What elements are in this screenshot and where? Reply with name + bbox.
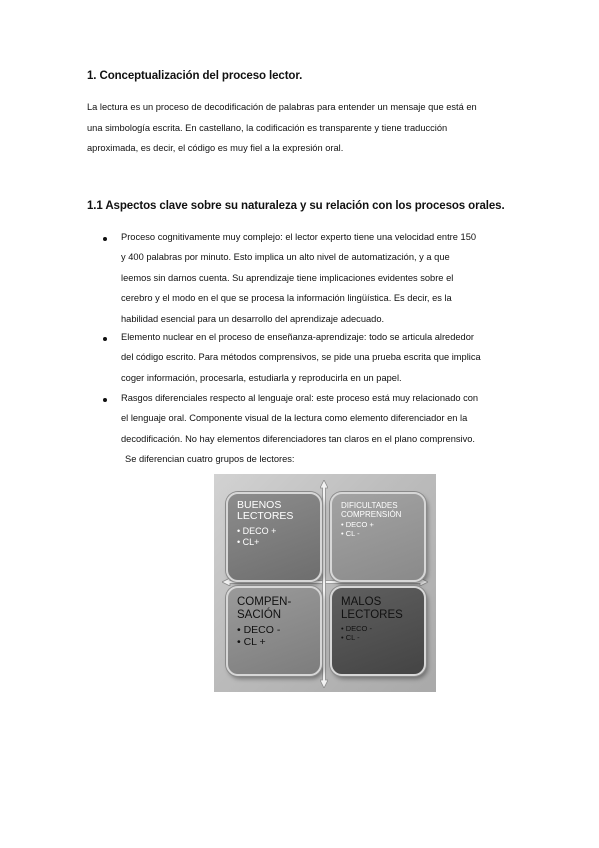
quadrant-item: • CL - bbox=[341, 529, 360, 538]
quadrant-item: • DECO - bbox=[341, 624, 372, 633]
quadrant-items bbox=[341, 624, 372, 642]
text-line: leemos sin darnos cuenta. Su aprendizaje tiene implicaciones evidentes sobre el bbox=[121, 272, 454, 283]
text-line: y 400 palabras por minuto. Esto implica un alto nivel de automatización, y a que bbox=[121, 252, 450, 263]
quadrant-item: • CL+ bbox=[237, 536, 260, 547]
quadrant-compensation bbox=[226, 586, 322, 676]
text-line: Se diferencian cuatro grupos de lectores: bbox=[125, 454, 295, 465]
quadrant-comprehension-difficulties bbox=[330, 492, 426, 582]
bullet-dot-icon bbox=[103, 237, 107, 241]
text-line: del código escrito. Para métodos comprensivos, se pide una prueba escrita que implica bbox=[121, 352, 481, 363]
quadrant-title bbox=[237, 500, 293, 522]
quadrant-title-line: LECTORES bbox=[341, 608, 403, 621]
text-line: cerebro y el modo en el que se procesa la información lingüística. Es decir, es la bbox=[121, 293, 452, 304]
quadrant-item: • CL - bbox=[341, 633, 360, 642]
bullet-dot-icon bbox=[103, 398, 107, 402]
quadrant-title-line: LECTORES bbox=[237, 510, 294, 522]
bullet-text bbox=[121, 327, 531, 388]
subsection-heading: 1.1 Aspectos clave sobre su naturaleza y su relación con los procesos orales. bbox=[87, 200, 505, 212]
text-line: decodificación. No hay elementos diferenciadores tan claros en el plano comprensivo. bbox=[121, 433, 475, 444]
bullet-text bbox=[121, 388, 531, 470]
text-line: aproximada, es decir, el código es muy fiel a la expresión oral. bbox=[87, 143, 344, 153]
bullet-text bbox=[121, 227, 531, 329]
quadrant-title-line: BUENOS bbox=[237, 499, 282, 511]
bullet-dot-icon bbox=[103, 337, 107, 341]
text-line: el lenguaje oral. Componente visual de la lectura como elemento diferenciador en la bbox=[121, 413, 468, 424]
quadrant-title-line: DIFICULTADES bbox=[341, 501, 398, 510]
quadrant-title-line: COMPEN- bbox=[237, 596, 292, 608]
quadrant-title bbox=[341, 596, 403, 621]
text-line: La lectura es un proceso de decodificación de palabras para entender un mensaje que está en bbox=[87, 102, 477, 112]
text-line: Rasgos diferenciales respecto al lenguaje oral: este proceso está muy relacionado con bbox=[121, 393, 479, 403]
quadrant-item: • DECO + bbox=[237, 526, 277, 536]
quadrant-item: • DECO - bbox=[237, 624, 281, 636]
text-line: coger información, procesarla, estudiarla y reproducirla en un papel. bbox=[121, 372, 402, 383]
text-line: Proceso cognitivamente muy complejo: el lector experto tiene una velocidad entre 150 bbox=[121, 232, 477, 242]
quadrant-items bbox=[237, 526, 276, 547]
text-line: una simbología escrita. En castellano, la codificación es transparente y tiene traducción bbox=[87, 122, 448, 133]
intro-paragraph bbox=[87, 97, 527, 159]
quadrant-items bbox=[341, 520, 374, 538]
quadrant-poor-readers bbox=[330, 586, 426, 676]
quadrant-good-readers bbox=[226, 492, 322, 582]
section-heading: 1. Conceptualización del proceso lector. bbox=[87, 70, 303, 82]
quadrant-title bbox=[341, 502, 401, 519]
reader-groups-diagram bbox=[214, 474, 436, 692]
quadrant-title-line: SACIÓN bbox=[237, 608, 282, 621]
quadrant-title-line: MALOS bbox=[341, 596, 382, 608]
quadrant-item: • DECO + bbox=[341, 520, 374, 529]
quadrant-items bbox=[237, 624, 280, 648]
quadrant-item: • CL + bbox=[237, 636, 266, 648]
quadrant-title-line: COMPRENSIÓN bbox=[341, 509, 402, 519]
text-line: habilidad esencial para un desarrollo del aprendizaje adecuado. bbox=[121, 313, 385, 324]
text-line: Elemento nuclear en el proceso de enseñanza-aprendizaje: todo se articula alrededor bbox=[121, 332, 474, 342]
quadrant-title bbox=[237, 596, 291, 621]
